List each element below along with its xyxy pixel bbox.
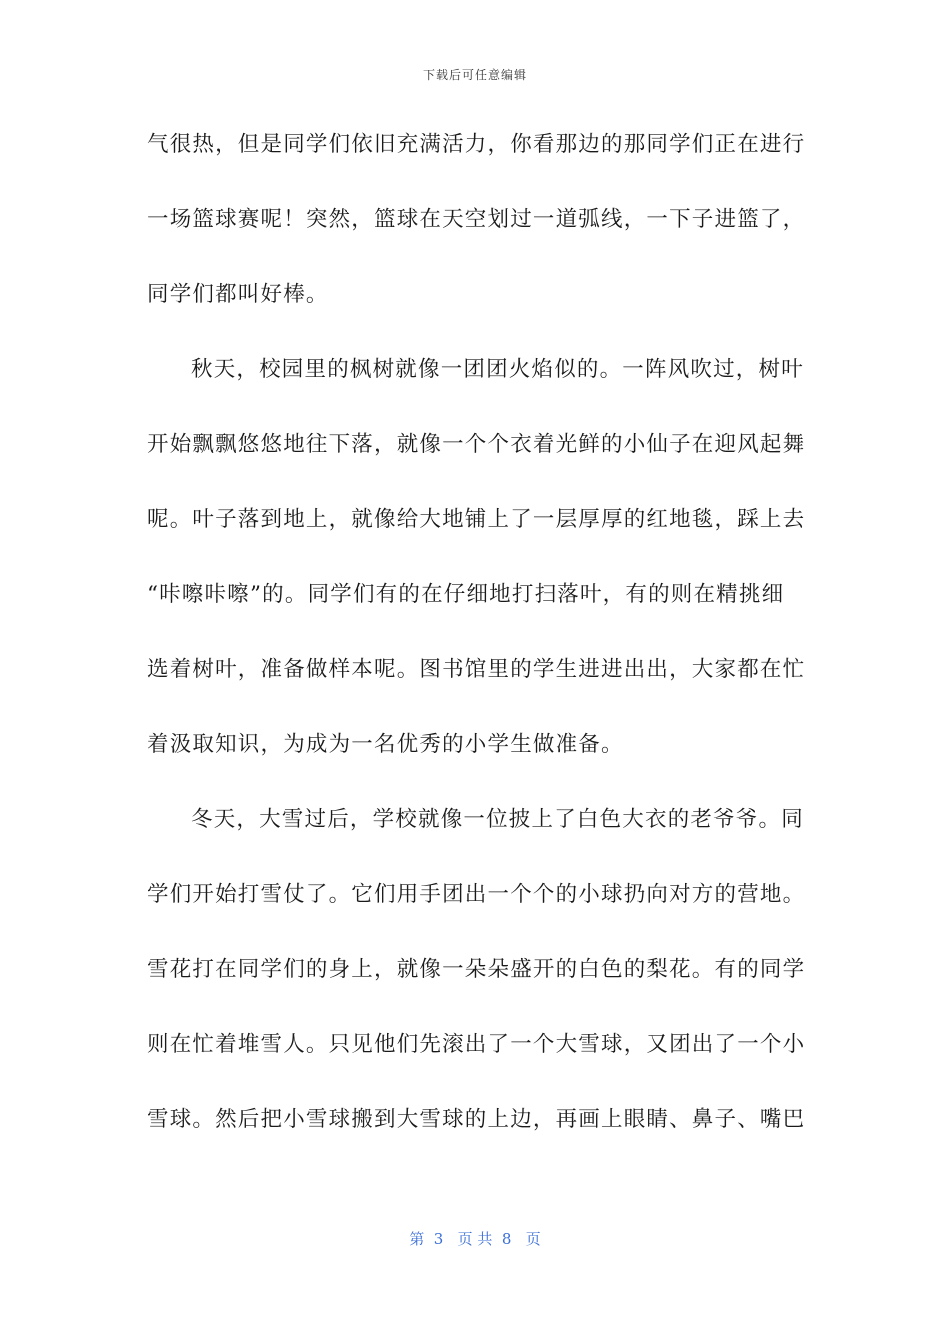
text-line: 同学们都叫好棒。	[147, 282, 329, 307]
document-body	[147, 120, 806, 1170]
text-line-paragraph-start: 冬天，大雪过后，学校就像一位披上了白色大衣的老爷爷。同	[191, 807, 804, 832]
text-line: 开始飘飘悠悠地往下落，就像一个个衣着光鲜的小仙子在迎风起舞	[147, 432, 806, 457]
text-line: 气很热，但是同学们依旧充满活力，你看那边的那同学们正在进行	[147, 132, 806, 157]
page-header: 下载后可任意编辑	[422, 68, 527, 82]
text-line: 雪花打在同学们的身上，就像一朵朵盛开的白色的梨花。有的同学	[147, 957, 806, 982]
text-line: 一场篮球赛呢！突然，篮球在天空划过一道弧线，一下子进篮了，	[147, 207, 806, 232]
page-footer-page-number: 第 3 页 共 8 页	[409, 1230, 541, 1248]
text-line: “咔嚓咔嚓”的。同学们有的在仔细地打扫落叶，有的则在精挑细	[147, 582, 785, 607]
text-line-paragraph-start: 秋天，校园里的枫树就像一团团火焰似的。一阵风吹过，树叶	[191, 357, 804, 382]
text-line: 着汲取知识，为成为一名优秀的小学生做准备。	[147, 732, 624, 757]
text-line: 学们开始打雪仗了。它们用手团出一个个的小球扔向对方的营地。	[147, 882, 806, 907]
text-line: 雪球。然后把小雪球搬到大雪球的上边，再画上眼睛、鼻子、嘴巴	[147, 1107, 806, 1132]
text-line: 选着树叶，准备做样本呢。图书馆里的学生进进出出，大家都在忙	[147, 657, 806, 682]
text-line: 呢。叶子落到地上，就像给大地铺上了一层厚厚的红地毯，踩上去	[147, 507, 806, 532]
text-line: 则在忙着堆雪人。只见他们先滚出了一个大雪球，又团出了一个小	[147, 1032, 806, 1057]
